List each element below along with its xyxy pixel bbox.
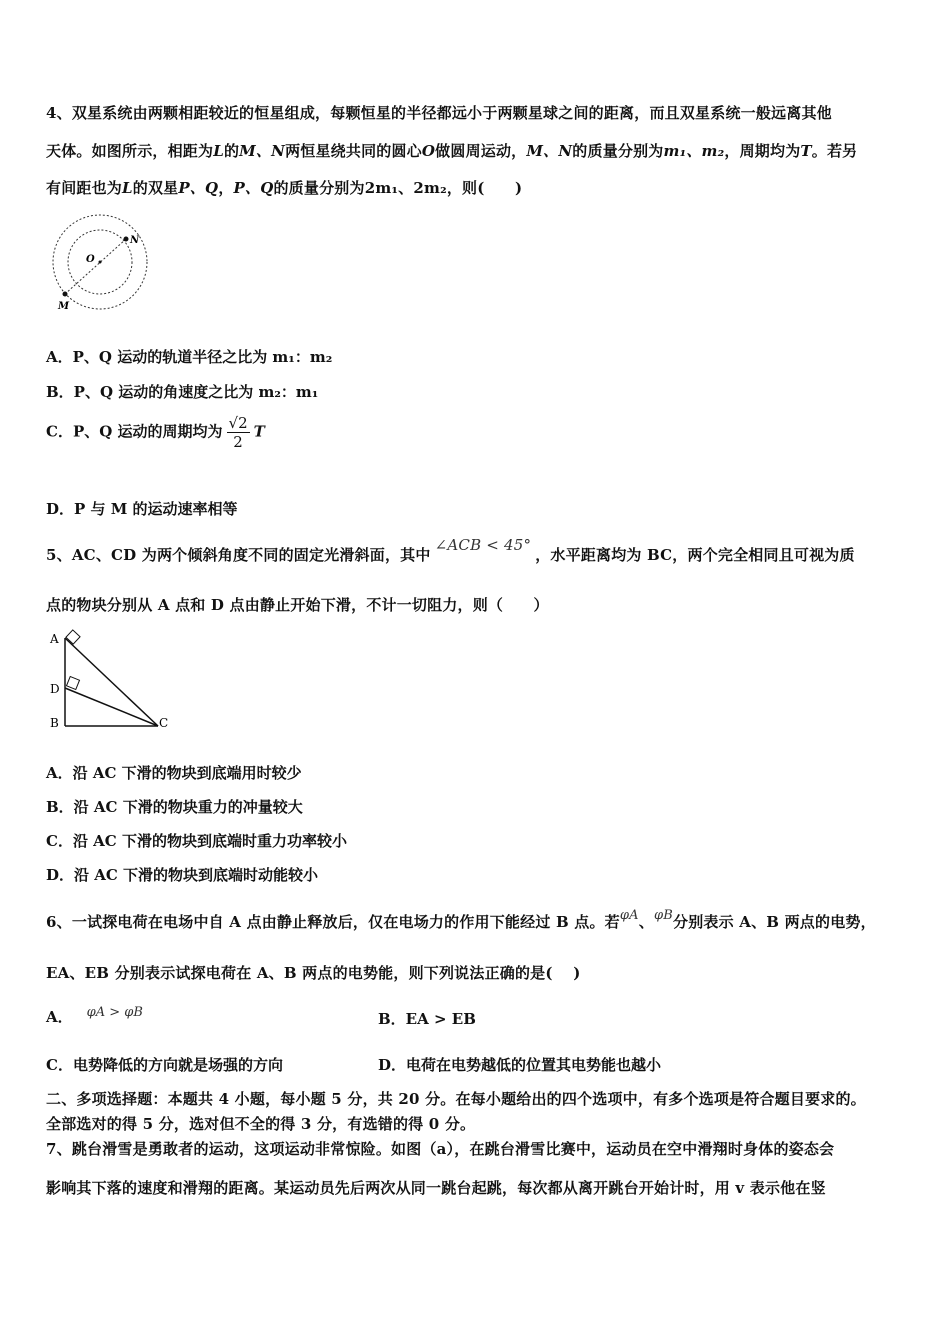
q4-option-d[interactable]: D．P 与 M 的运动速率相等 bbox=[46, 500, 238, 518]
q6-option-b[interactable]: B．EA > EB bbox=[378, 1010, 476, 1028]
q5-line-1: 5、AC、CD 为两个倾斜角度不同的固定光滑斜面，其中∠ACB < 45°，水平距离均为 BC，两个完全相同且可视为质 bbox=[46, 536, 855, 564]
section2-heading-line-2: 全部选对的得 5 分，选对但不全的得 3 分，有选错的得 0 分。 bbox=[46, 1115, 476, 1133]
label-n: N bbox=[130, 235, 140, 246]
q6-line-1: 6、一试探电荷在电场中自 A 点由静止释放后，仅在电场力的作用下能经过 B 点。若φA、φB分别表示 A、B 两点的电势， bbox=[46, 908, 876, 931]
q5-line-2: 点的物块分别从 A 点和 D 点由静止开始下滑，不计一切阻力，则（ ） bbox=[46, 596, 549, 614]
q4-option-c[interactable]: C．P、Q 运动的周期均为 $\frac{√2}{2}$ T bbox=[46, 414, 265, 451]
section2-heading-line-1: 二、多项选择题：本题共 4 小题，每小题 5 分，共 20 分。在每小题给出的四个选项中，有多个选项是符合题目要求的。 bbox=[46, 1090, 866, 1108]
label-m: M bbox=[58, 301, 70, 312]
q4-line-3: 有间距也为L的双星P、Q，P、Q的质量分别为2m₁、2m₂，则( ) bbox=[46, 179, 523, 197]
label-b: B bbox=[50, 716, 59, 730]
q5-option-a[interactable]: A．沿 AC 下滑的物块到底端用时较少 bbox=[46, 764, 302, 782]
label-d: D bbox=[50, 682, 60, 696]
incline-figure bbox=[46, 626, 176, 734]
q7-line-1: 7、跳台滑雪是勇敢者的运动，这项运动非常惊险。如图（a），在跳台滑雪比赛中，运动员在空中滑翔时身体的姿态会 bbox=[46, 1140, 835, 1158]
q6-option-c[interactable]: C．电势降低的方向就是场强的方向 bbox=[46, 1056, 283, 1074]
q4-line-1: 4、双星系统由两颗相距较近的恒星组成，每颗恒星的半径都远小于两颗星球之间的距离，而且双星系统一般远离其他 bbox=[46, 104, 832, 122]
sqrt2-over-2-fraction: $\frac{√2}{2}$ bbox=[228, 414, 248, 451]
label-o: O bbox=[86, 254, 95, 265]
q6-option-a[interactable]: A． φA > φB bbox=[46, 1005, 143, 1026]
q7-line-2: 影响其下落的速度和滑翔的距离。某运动员先后两次从同一跳台起跳，每次都从离开跳台开始计时，用 v 表示他在竖 bbox=[46, 1179, 826, 1197]
q5-option-c[interactable]: C．沿 AC 下滑的物块到底端时重力功率较小 bbox=[46, 832, 347, 850]
q4-line-2: 天体。如图所示，相距为L的M、N两恒星绕共同的圆心O做圆周运动，M、N的质量分别为m₁、m₂，周期均为T。若另 bbox=[46, 142, 858, 160]
q4-option-a[interactable]: A．P、Q 运动的轨道半径之比为 m₁：m₂ bbox=[46, 348, 333, 366]
label-c: C bbox=[159, 716, 169, 730]
q4-option-b[interactable]: B．P、Q 运动的角速度之比为 m₂：m₁ bbox=[46, 383, 319, 401]
binary-star-figure bbox=[48, 212, 158, 314]
label-a: A bbox=[50, 632, 59, 646]
q5-option-d[interactable]: D．沿 AC 下滑的物块到底端时动能较小 bbox=[46, 866, 319, 884]
q5-option-b[interactable]: B．沿 AC 下滑的物块重力的冲量较大 bbox=[46, 798, 303, 816]
q6-line-2: EA、EB 分别表示试探电荷在 A、B 两点的电势能，则下列说法正确的是( ) bbox=[46, 964, 581, 982]
q6-option-d[interactable]: D．电荷在电势越低的位置其电势能也越小 bbox=[378, 1056, 662, 1074]
